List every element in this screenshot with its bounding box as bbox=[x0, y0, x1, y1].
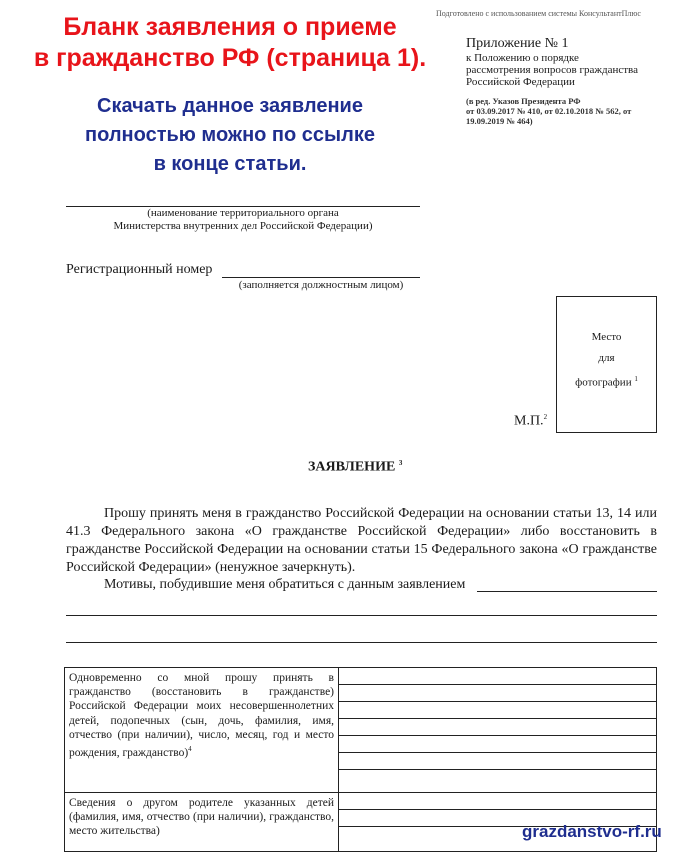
appendix-line: к Положению о порядке bbox=[466, 52, 579, 64]
appendix-line: Российской Федерации bbox=[466, 76, 575, 88]
banner-note-line: в конце статьи. bbox=[153, 153, 307, 175]
appendix-line: рассмотрения вопросов гражданства bbox=[466, 64, 638, 76]
photo-placeholder bbox=[556, 296, 657, 433]
table-row-label bbox=[65, 668, 339, 793]
motives-label: Мотивы, побудившие меня обратиться с данным заявлением bbox=[104, 577, 466, 592]
banner-note-line: полностью можно по ссылке bbox=[85, 124, 375, 146]
banner-note bbox=[20, 92, 440, 179]
stamp-footnote: 2 bbox=[543, 413, 548, 421]
edition-line: от 03.09.2017 № 410, от 02.10.2018 № 562, от bbox=[466, 106, 632, 116]
site-watermark[interactable]: grazdanstvo-rf.ru bbox=[522, 822, 662, 841]
banner-note-line: Скачать данное заявление bbox=[97, 95, 363, 117]
table-row-label bbox=[65, 793, 339, 852]
appendix-block bbox=[466, 36, 698, 126]
photo-label-line: фотографии bbox=[575, 376, 632, 389]
input-line[interactable] bbox=[339, 736, 656, 753]
consultant-mark: Подготовлено с использованием системы КонсультантПлюс bbox=[436, 9, 641, 18]
photo-label-line: Место bbox=[591, 331, 622, 343]
photo-footnote: 1 bbox=[634, 375, 638, 383]
authority-caption bbox=[66, 207, 420, 233]
table-row-footnote: 4 bbox=[188, 745, 192, 754]
input-line[interactable] bbox=[339, 668, 656, 685]
reg-number-line bbox=[222, 277, 420, 278]
stamp-text: М.П. bbox=[514, 413, 544, 429]
appendix-title: Приложение № 1 bbox=[466, 36, 569, 51]
authority-caption-line: Министерства внутренних дел Российской Федерации) bbox=[113, 220, 373, 232]
table-input-cell[interactable] bbox=[339, 668, 657, 793]
input-line[interactable] bbox=[339, 753, 656, 770]
table-row-text: Одновременно со мной прошу принять в гражданство (восстановить в гражданстве) Российской Федерации моих несовершеннолетних детей, подопечных (сын, дочь, фамилия, имя, отчество (при наличии), число, месяц, год и место рождения, гражданство) bbox=[69, 672, 334, 759]
reg-number-label: Регистрационный номер bbox=[66, 262, 213, 277]
banner-title bbox=[6, 12, 454, 74]
table-row-text: Сведения о другом родителе указанных детей (фамилия, имя, отчество (при наличии), гражданство, место жительства) bbox=[69, 797, 334, 838]
edition-line: (в ред. Указов Президента РФ bbox=[466, 96, 581, 106]
statement-title bbox=[308, 459, 402, 476]
statement-title-text: ЗАЯВЛЕНИЕ bbox=[308, 459, 396, 475]
edition-line: 19.09.2019 № 464) bbox=[466, 116, 533, 126]
banner-title-line: Бланк заявления о приеме bbox=[63, 13, 397, 41]
authority-caption-line: (наименование территориального органа bbox=[147, 207, 339, 219]
statement-footnote: 3 bbox=[398, 459, 403, 467]
statement-paragraph: Прошу принять меня в гражданство Российской Федерации на основании статьи 13, 14 или 41.3 Федерального закона «О гражданстве Российской Федерации» либо восстановить в гражданстве Российской Федерации на основании статьи 15 Федерального закона «О гражданстве Российской Федерации» (ненужное зачеркнуть). bbox=[66, 506, 657, 575]
motives-line[interactable] bbox=[477, 591, 657, 592]
input-line[interactable] bbox=[339, 702, 656, 719]
photo-label-line: для bbox=[598, 352, 615, 364]
table-row bbox=[65, 668, 657, 793]
motives-line[interactable] bbox=[66, 615, 657, 616]
stamp-label bbox=[514, 413, 547, 430]
motives-line[interactable] bbox=[66, 642, 657, 643]
reg-number-caption: (заполняется должностным лицом) bbox=[238, 279, 404, 291]
banner-title-line: в гражданство РФ (страница 1). bbox=[33, 44, 427, 72]
input-line[interactable] bbox=[339, 719, 656, 736]
input-line[interactable] bbox=[339, 793, 656, 810]
input-line[interactable] bbox=[339, 685, 656, 702]
